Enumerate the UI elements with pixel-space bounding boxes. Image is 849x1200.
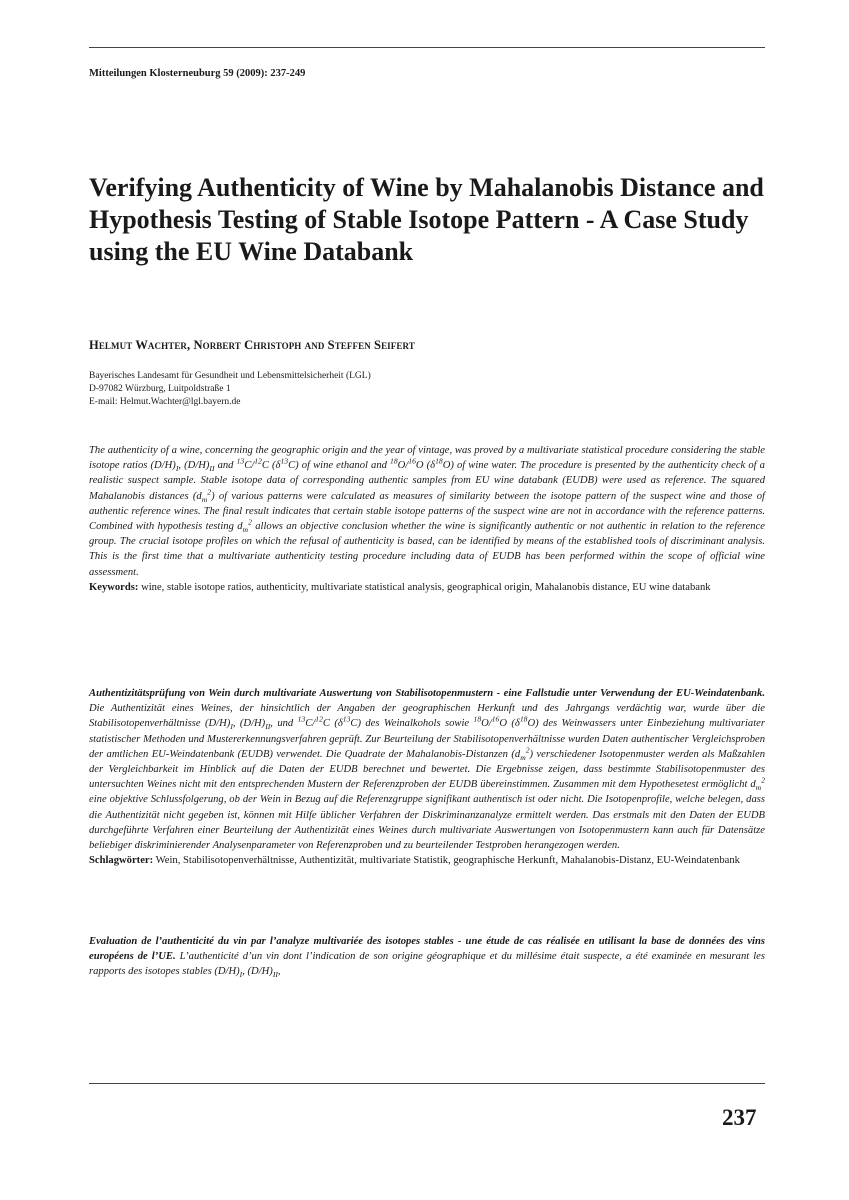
page-number: 237 — [722, 1105, 757, 1130]
keywords-label: Keywords: — [89, 581, 139, 593]
top-rule — [89, 47, 765, 48]
article-title: Verifying Authenticity of Wine by Mahalanobis Distance and Hypothesis Testing of Stable Isotope Pattern - A Case Study using the EU Wine Databank — [89, 173, 764, 266]
abstract-english — [89, 443, 765, 595]
abstract-german-text: Authentizitätsprüfung von Wein durch multivariate Auswertung von Stabilisotopenmustern - eine Fallstudie unter Verwendung der EU-Weindatenbank. Die Authentizität eines Weines, der hinsichtlich der Angaben der geographischen Herkunft und des Jahrgangs verdächtig war, wurde über die Stabilisotopenverhältnisse $(D/H)_I$, $(D/H)_{II}$, und $^{13}$C/$^{12}$C $(\delta^{13}C)$ des Weinalkohols sowie $^{18}$O/$^{16}$O $(\delta^{18}O)$ des Weinwassers unter Einbeziehung multivariater statistischer Methoden und Mustererkennungsverfahren geprüft. Zur Beurteilung der Stabilisotopenverhältnisse wurden Daten authentischer Vergleichsproben der amtlichen EU-Weindatenbank (EUDB) verwendet. Die Quadrate der Mahalanobis-Distanzen $(d_m^2)$ verschiedener Isotopenmuster werden als Maßzahlen der Vergleichbarkeit im Hinblick auf die Daten der EUDB berechnet und bewertet. Die Ergebnisse zeigen, dass bestimmte Stabilisotopenmuster des untersuchten Weines nicht mit den entsprechenden Mustern der Referenzproben der EUDB übereinstimmen. Zusammen mit dem Hypothesetest ermöglicht $d_m^2$ eine objektive Schlussfolgerung, ob der Wein in Bezug auf die Referenzgruppe signifikant authentisch ist oder nicht. Die Isotopenprofile, welche belegen, dass die Authentizität nicht gegeben ist, können mit Hilfe üblicher Verfahren der Diskriminanzanalyze ermittelt werden. Das erstmals mit den Daten der EUDB durchgeführte Verfahren einer Beurteilung der Authentizität eines Weines durch multivariate Auswertungen von Isotopenmustern kann auch für Datensätze beliebiger diskriminierender Analysenparameter von Referenzproben und zu beurteilender Testproben herangezogen werden. — [89, 688, 765, 852]
abstract-french-title: Evaluation de l’authenticité du vin par l’analyze multivariée des isotopes stables - une étude de cas réalisée en utilisant la base de données des vins européens de l’UE. — [89, 936, 765, 963]
abstract-german-title: Authentizitätsprüfung von Wein durch multivariate Auswertung von Stabilisotopenmustern - eine Fallstudie unter Verwendung der EU-Weindatenbank. — [89, 688, 765, 699]
affiliation — [89, 370, 371, 409]
affiliation-email: E-mail: Helmut.Wachter@lgl.bayern.de — [89, 397, 241, 407]
authors: Helmut Wachter, Norbert Christoph and Steffen Seifert — [89, 338, 415, 352]
schlagwoerter-label: Schlagwörter: — [89, 855, 154, 867]
journal-reference: Mitteilungen Klosterneuburg 59 (2009): 237-249 — [89, 68, 306, 79]
abstract-german — [89, 686, 765, 868]
keywords: Keywords: wine, stable isotope ratios, authenticity, multivariate statistical analysis, geographical origin, Mahalanobis distance, EU wine databank — [89, 581, 711, 593]
schlagwoerter: Schlagwörter: Wein, Stabilisotopenverhältnisse, Authentizität, multivariate Statistik, geographische Herkunft, Mahalanobis-Distanz, EU-Weindatenbank — [89, 855, 740, 867]
abstract-french — [89, 934, 765, 980]
abstract-english-text: The authenticity of a wine, concerning the geographic origin and the year of vintage, was proved by a multivariate statistical procedure considering the stable isotope ratios $(D/H)_I$, $(D/H)_{II}$ and $^{13}$C/$^{12}$C $(\delta^{13}C)$ of wine ethanol and $^{18}$O/$^{16}$O $(\delta^{18}O)$ of wine water. The procedure is presented by the authenticity check of a realistic suspect sample. Stable isotope data of corresponding authentic samples from EU wine databank (EUDB) were used as reference. The squared Mahalanobis distances $(d_m^2)$ of various patterns were calculated as measures of similarity between the isotope pattern of the suspect wine and those of authentic reference wines. The final result indicates that certain stable isotope patterns of the suspect wine are not in accordance with the reference patterns. Combined with hypothesis testing $d_m^2$ allows an objective conclusion whether the wine is significantly authentic or not authentic in relation to the reference group. The crucial isotope profiles on which the refusal of authenticity is based, can be identified by means of the established tools of discriminant analysis. This is the first time that a multivariate authenticity testing procedure including data of EUDB has been performed within the scope of official wine assessment. — [89, 445, 765, 578]
abstract-french-text: Evaluation de l’authenticité du vin par l’analyze multivariée des isotopes stables - une étude de cas réalisée en utilisant la base de données des vins européens de l’UE. L’authenticité d’un vin dont l’indication de son origine géographique et du millésime était suspecte, a été examinée en mesurant les rapports des isotopes stables $(D/H)_I$, $(D/H)_{II}$, — [89, 936, 765, 980]
affiliation-address: D-97082 Würzburg, Luitpoldstraße 1 — [89, 384, 231, 394]
bottom-rule — [89, 1083, 765, 1084]
affiliation-institution: Bayerisches Landesamt für Gesundheit und Lebensmittelsicherheit (LGL) — [89, 371, 371, 381]
